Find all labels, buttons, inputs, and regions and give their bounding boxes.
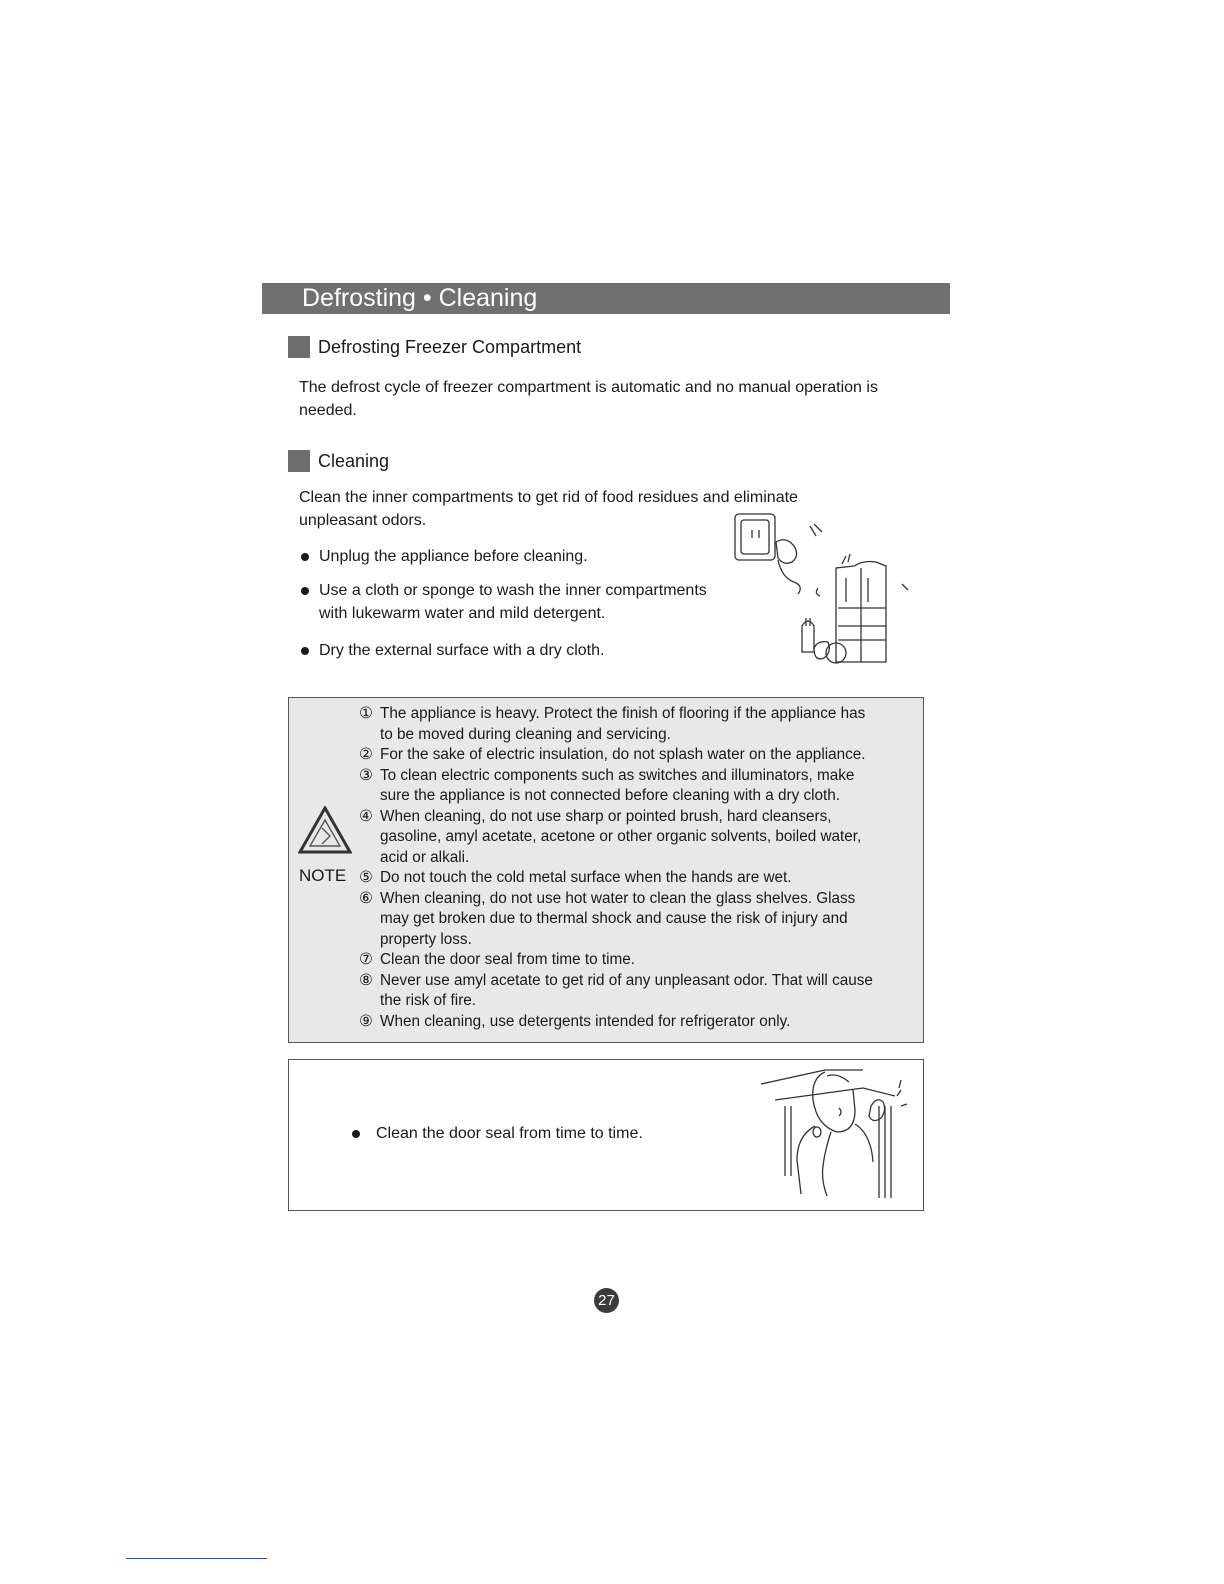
note-item-text: Do not touch the cold metal surface when the hands are wet. — [380, 869, 792, 886]
note-item-number: ⑤ — [359, 869, 373, 886]
page-title: Defrosting • Cleaning — [302, 284, 538, 312]
defrosting-line-2: needed. — [299, 402, 357, 419]
note-item — [359, 766, 925, 807]
cleaning-illustration — [718, 508, 918, 678]
note-item-number: ⑨ — [359, 1012, 373, 1030]
note-item-text: to be moved during cleaning and servicing. — [380, 725, 671, 743]
note-item-text: Clean the door seal from time to time. — [380, 951, 636, 968]
bullet-text: Use a cloth or sponge to wash the inner compartments — [319, 582, 707, 599]
note-item — [359, 704, 925, 745]
note-item-text: Never use amyl acetate to get rid of any unpleasant odor. That will cause — [380, 971, 873, 989]
defrosting-paragraph — [299, 376, 919, 422]
door-seal-box — [288, 1059, 924, 1211]
page-number: 27 — [594, 1288, 619, 1313]
footer-divider — [126, 1558, 267, 1559]
note-item — [359, 950, 925, 971]
note-item-text: property loss. — [380, 930, 472, 948]
door-seal-illustration — [755, 1066, 919, 1204]
note-item-text: For the sake of electric insulation, do not splash water on the appliance. — [380, 746, 866, 763]
bullet-dot — [301, 553, 309, 561]
note-item-text: sure the appliance is not connected before cleaning with a dry cloth. — [380, 787, 841, 804]
note-item-text: may get broken due to thermal shock and cause the risk of injury and — [380, 910, 848, 927]
door-seal-bullet — [352, 1122, 643, 1145]
cleaning-heading-label: Cleaning — [318, 451, 390, 471]
bullet-text: Dry the external surface with a dry cloth. — [319, 642, 605, 659]
bullet-dot — [352, 1130, 360, 1138]
note-item-text: acid or alkali. — [380, 848, 470, 866]
bullet-dot — [301, 587, 309, 595]
defrosting-line-1: The defrost cycle of freezer compartment is automatic and no manual operation is — [299, 379, 878, 396]
page-title-bar — [262, 283, 950, 314]
note-item-number: ⑥ — [359, 889, 373, 907]
note-item — [359, 889, 925, 951]
note-item-text: When cleaning, use detergents intended for refrigerator only. — [380, 1012, 791, 1030]
note-item-number: ② — [359, 746, 373, 763]
cleaning-bullet-3 — [299, 639, 604, 662]
note-item-text: To clean electric components such as switches and illuminators, make — [380, 766, 855, 784]
note-item — [359, 745, 925, 766]
note-item-text: When cleaning, do not use hot water to clean the glass shelves. Glass — [380, 889, 856, 907]
door-seal-text: Clean the door seal from time to time. — [376, 1125, 643, 1142]
note-item-number: ① — [359, 705, 373, 722]
note-item-text: The appliance is heavy. Protect the finish of flooring if the appliance has — [380, 705, 866, 722]
bullet-text: Unplug the appliance before cleaning. — [319, 548, 588, 565]
cleaning-intro-line-1: Clean the inner compartments to get rid of food residues and eliminate — [299, 489, 798, 506]
note-item-text: gasoline, amyl acetate, acetone or other organic solvents, boiled water, — [380, 828, 862, 845]
cleaning-bullet-2 — [299, 579, 707, 625]
section-marker — [288, 450, 310, 472]
note-item — [359, 868, 925, 889]
warning-triangle-icon — [298, 806, 352, 854]
note-list — [359, 704, 925, 1032]
note-label: NOTE — [299, 866, 347, 885]
cleaning-intro-line-2: unpleasant odors. — [299, 512, 427, 529]
note-box — [288, 697, 924, 1043]
note-item — [359, 1012, 925, 1033]
note-item-text: When cleaning, do not use sharp or pointed brush, hard cleansers, — [380, 807, 832, 825]
cleaning-bullet-1 — [299, 545, 588, 568]
defrosting-heading-label: Defrosting Freezer Compartment — [318, 337, 582, 357]
note-item-number: ③ — [359, 766, 373, 784]
note-item-text: the risk of fire. — [380, 992, 477, 1009]
bullet-text: with lukewarm water and mild detergent. — [319, 605, 606, 622]
note-item — [359, 971, 925, 1012]
note-item-number: ⑧ — [359, 971, 373, 989]
note-item-number: ④ — [359, 807, 373, 825]
section-marker — [288, 336, 310, 358]
note-item — [359, 807, 925, 869]
bullet-dot — [301, 647, 309, 655]
note-item-number: ⑦ — [359, 951, 373, 968]
